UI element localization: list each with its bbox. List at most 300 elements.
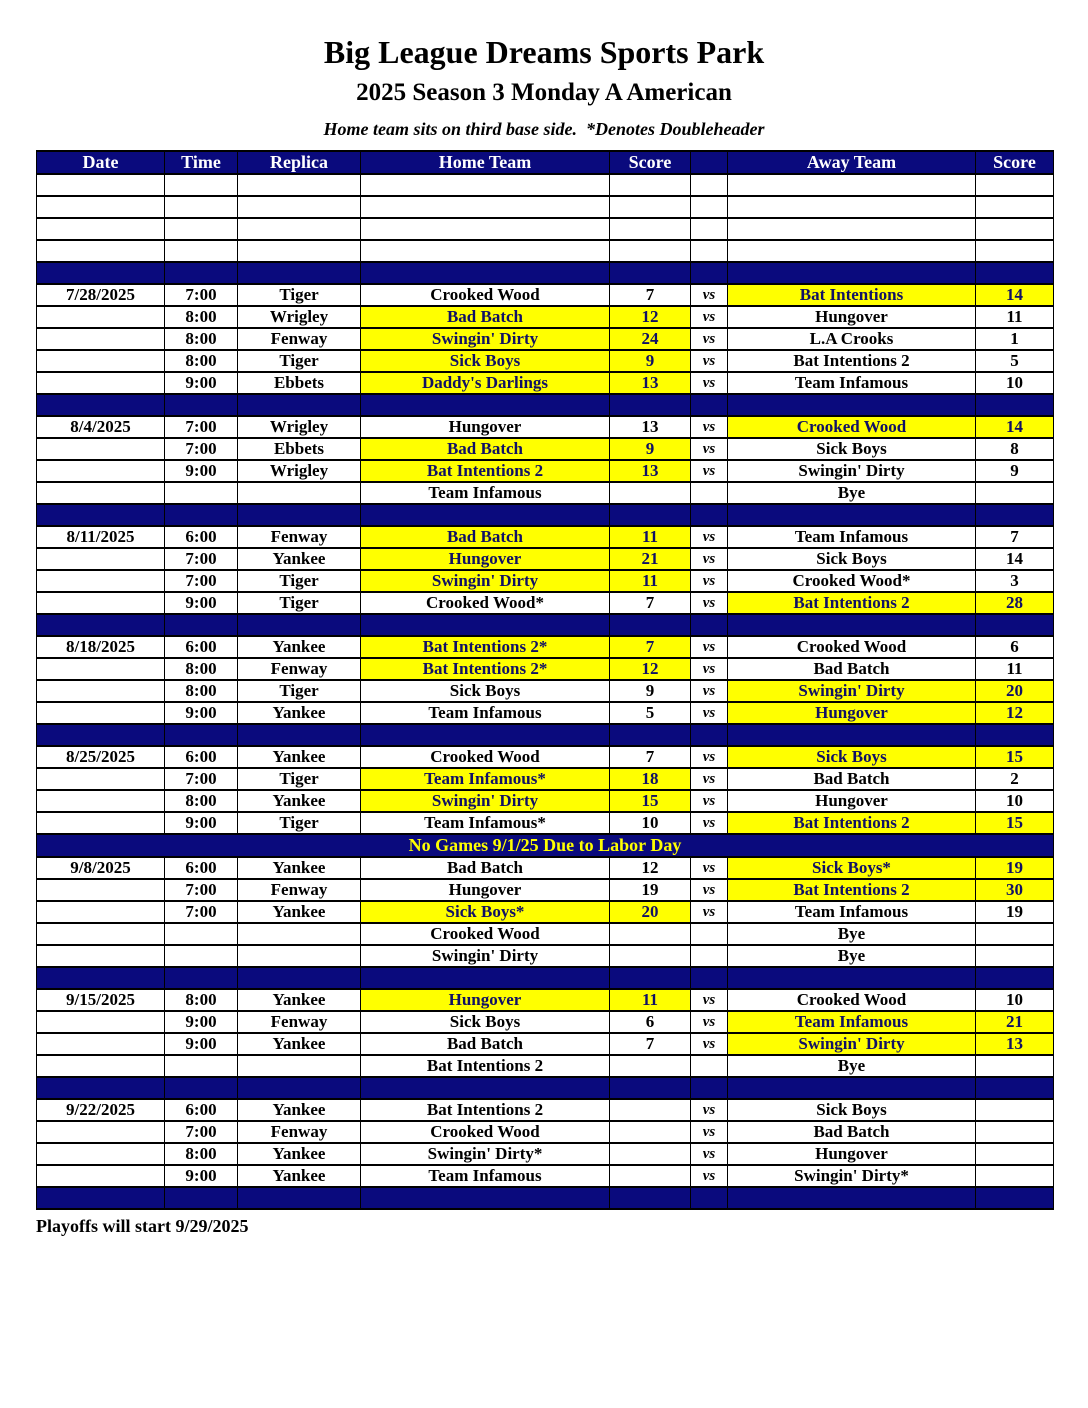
header-away-team: Away Team xyxy=(728,151,976,174)
cell-away-team: Sick Boys xyxy=(728,548,976,570)
cell-date xyxy=(37,879,165,901)
cell-blank xyxy=(165,614,238,636)
cell-date: 8/18/2025 xyxy=(37,636,165,658)
cell-blank xyxy=(728,1077,976,1099)
cell-home-team: Swingin' Dirty xyxy=(361,790,610,812)
cell-time: 9:00 xyxy=(165,372,238,394)
cell-blank xyxy=(976,218,1054,240)
table-row-game xyxy=(37,548,1054,570)
cell-home-team: Bat Intentions 2 xyxy=(361,460,610,482)
cell-away-team: Bad Batch xyxy=(728,658,976,680)
cell-blank xyxy=(165,196,238,218)
cell-time: 6:00 xyxy=(165,746,238,768)
cell-away-team: Bye xyxy=(728,945,976,967)
table-row-game xyxy=(37,1033,1054,1055)
cell-blank xyxy=(610,240,691,262)
cell-away-team: Team Infamous xyxy=(728,1011,976,1033)
cell-replica: Tiger xyxy=(238,812,361,834)
cell-vs: vs xyxy=(691,1033,728,1055)
cell-vs: vs xyxy=(691,768,728,790)
cell-away-team: Bat Intentions xyxy=(728,284,976,306)
cell-blank xyxy=(728,614,976,636)
cell-blank xyxy=(976,196,1054,218)
table-row-separator xyxy=(37,394,1054,416)
cell-replica: Yankee xyxy=(238,548,361,570)
cell-date xyxy=(37,372,165,394)
cell-away-score: 15 xyxy=(976,812,1054,834)
cell-date xyxy=(37,658,165,680)
header-vs xyxy=(691,151,728,174)
cell-blank xyxy=(361,1077,610,1099)
cell-blank xyxy=(165,504,238,526)
cell-vs: vs xyxy=(691,526,728,548)
cell-blank xyxy=(976,724,1054,746)
cell-date xyxy=(37,438,165,460)
table-row-game xyxy=(37,901,1054,923)
cell-away-score: 28 xyxy=(976,592,1054,614)
cell-blank xyxy=(238,504,361,526)
cell-date xyxy=(37,812,165,834)
cell-blank xyxy=(610,1077,691,1099)
cell-blank xyxy=(728,724,976,746)
header-date: Date xyxy=(37,151,165,174)
cell-replica: Yankee xyxy=(238,636,361,658)
cell-date xyxy=(37,680,165,702)
notice-cell: No Games 9/1/25 Due to Labor Day xyxy=(37,834,1054,857)
cell-away-team: Hungover xyxy=(728,702,976,724)
cell-away-team: Hungover xyxy=(728,306,976,328)
table-row-game xyxy=(37,636,1054,658)
cell-blank xyxy=(37,967,165,989)
table-row-bye xyxy=(37,945,1054,967)
cell-replica: Yankee xyxy=(238,857,361,879)
cell-home-score: 7 xyxy=(610,746,691,768)
cell-away-score: 21 xyxy=(976,1011,1054,1033)
cell-home-team: Sick Boys xyxy=(361,1011,610,1033)
cell-blank xyxy=(361,262,610,284)
cell-vs: vs xyxy=(691,306,728,328)
cell-blank xyxy=(238,174,361,196)
cell-time: 7:00 xyxy=(165,416,238,438)
cell-time: 8:00 xyxy=(165,1143,238,1165)
cell-replica: Tiger xyxy=(238,284,361,306)
cell-replica xyxy=(238,923,361,945)
cell-home-score: 7 xyxy=(610,1033,691,1055)
cell-away-score: 15 xyxy=(976,746,1054,768)
cell-blank xyxy=(976,174,1054,196)
cell-home-score: 12 xyxy=(610,857,691,879)
cell-blank xyxy=(691,1187,728,1209)
cell-date: 9/15/2025 xyxy=(37,989,165,1011)
table-row-game xyxy=(37,1165,1054,1187)
cell-blank xyxy=(37,614,165,636)
cell-home-score xyxy=(610,945,691,967)
cell-time: 7:00 xyxy=(165,548,238,570)
cell-time: 6:00 xyxy=(165,857,238,879)
cell-time: 8:00 xyxy=(165,790,238,812)
cell-blank xyxy=(728,196,976,218)
table-row-game xyxy=(37,658,1054,680)
cell-vs: vs xyxy=(691,1165,728,1187)
cell-replica: Wrigley xyxy=(238,306,361,328)
cell-blank xyxy=(691,504,728,526)
cell-home-score: 21 xyxy=(610,548,691,570)
table-row-game xyxy=(37,680,1054,702)
cell-vs: vs xyxy=(691,570,728,592)
cell-home-team: Hungover xyxy=(361,989,610,1011)
table-row-game xyxy=(37,438,1054,460)
cell-vs: vs xyxy=(691,548,728,570)
cell-blank xyxy=(976,1187,1054,1209)
cell-date xyxy=(37,790,165,812)
table-row-game xyxy=(37,989,1054,1011)
cell-blank xyxy=(691,967,728,989)
cell-away-team: Hungover xyxy=(728,790,976,812)
cell-vs: vs xyxy=(691,901,728,923)
cell-date: 7/28/2025 xyxy=(37,284,165,306)
cell-blank xyxy=(37,196,165,218)
cell-replica: Wrigley xyxy=(238,416,361,438)
cell-away-team: Crooked Wood* xyxy=(728,570,976,592)
playoffs-footer: Playoffs will start 9/29/2025 xyxy=(36,1216,249,1236)
cell-time: 9:00 xyxy=(165,812,238,834)
cell-home-score: 5 xyxy=(610,702,691,724)
cell-blank xyxy=(37,1187,165,1209)
cell-home-score: 13 xyxy=(610,416,691,438)
cell-away-score: 19 xyxy=(976,901,1054,923)
cell-away-score: 6 xyxy=(976,636,1054,658)
cell-home-score: 12 xyxy=(610,658,691,680)
cell-replica: Yankee xyxy=(238,746,361,768)
cell-blank xyxy=(238,218,361,240)
table-row-separator xyxy=(37,724,1054,746)
table-row-bye xyxy=(37,923,1054,945)
cell-home-score: 12 xyxy=(610,306,691,328)
cell-date xyxy=(37,548,165,570)
cell-blank xyxy=(361,504,610,526)
cell-vs: vs xyxy=(691,658,728,680)
cell-home-score: 18 xyxy=(610,768,691,790)
cell-time: 6:00 xyxy=(165,1099,238,1121)
cell-replica: Yankee xyxy=(238,1165,361,1187)
cell-replica: Fenway xyxy=(238,879,361,901)
cell-away-team: Crooked Wood xyxy=(728,989,976,1011)
cell-home-team: Bad Batch xyxy=(361,438,610,460)
table-row-bye xyxy=(37,482,1054,504)
cell-away-team: L.A Crooks xyxy=(728,328,976,350)
cell-blank xyxy=(728,240,976,262)
cell-blank xyxy=(610,262,691,284)
cell-blank xyxy=(610,1187,691,1209)
cell-blank xyxy=(361,174,610,196)
cell-blank xyxy=(361,218,610,240)
cell-blank xyxy=(37,174,165,196)
cell-home-score: 24 xyxy=(610,328,691,350)
cell-blank xyxy=(691,262,728,284)
cell-away-team: Bat Intentions 2 xyxy=(728,350,976,372)
cell-away-score xyxy=(976,482,1054,504)
cell-away-team: Bye xyxy=(728,1055,976,1077)
cell-time: 7:00 xyxy=(165,570,238,592)
cell-date: 9/22/2025 xyxy=(37,1099,165,1121)
cell-home-team: Crooked Wood xyxy=(361,746,610,768)
cell-blank xyxy=(238,262,361,284)
cell-blank xyxy=(610,504,691,526)
table-row-separator xyxy=(37,262,1054,284)
table-row-game xyxy=(37,768,1054,790)
cell-away-score: 14 xyxy=(976,284,1054,306)
cell-replica: Tiger xyxy=(238,680,361,702)
cell-replica: Fenway xyxy=(238,328,361,350)
cell-time: 7:00 xyxy=(165,284,238,306)
cell-blank xyxy=(37,394,165,416)
cell-away-team: Bad Batch xyxy=(728,1121,976,1143)
cell-replica: Tiger xyxy=(238,570,361,592)
cell-away-score: 13 xyxy=(976,1033,1054,1055)
table-row-game xyxy=(37,284,1054,306)
cell-home-team: Team Infamous xyxy=(361,482,610,504)
cell-home-score xyxy=(610,482,691,504)
cell-away-score: 20 xyxy=(976,680,1054,702)
table-row-game xyxy=(37,372,1054,394)
table-row-game xyxy=(37,1099,1054,1121)
cell-blank xyxy=(165,394,238,416)
cell-away-score: 30 xyxy=(976,879,1054,901)
cell-date xyxy=(37,1011,165,1033)
cell-home-team: Swingin' Dirty xyxy=(361,570,610,592)
cell-vs: vs xyxy=(691,1121,728,1143)
cell-blank xyxy=(238,724,361,746)
cell-blank xyxy=(361,394,610,416)
cell-away-team: Team Infamous xyxy=(728,372,976,394)
cell-time: 7:00 xyxy=(165,879,238,901)
cell-blank xyxy=(976,614,1054,636)
cell-date xyxy=(37,768,165,790)
cell-home-team: Hungover xyxy=(361,416,610,438)
table-row-separator xyxy=(37,614,1054,636)
cell-blank xyxy=(165,1077,238,1099)
cell-home-score: 19 xyxy=(610,879,691,901)
cell-home-team: Bat Intentions 2 xyxy=(361,1055,610,1077)
cell-blank xyxy=(238,394,361,416)
cell-away-team: Crooked Wood xyxy=(728,416,976,438)
cell-blank xyxy=(976,240,1054,262)
cell-blank xyxy=(691,240,728,262)
cell-away-score: 7 xyxy=(976,526,1054,548)
cell-away-score xyxy=(976,1143,1054,1165)
cell-blank xyxy=(361,1187,610,1209)
cell-home-team: Crooked Wood* xyxy=(361,592,610,614)
cell-date xyxy=(37,328,165,350)
cell-blank xyxy=(976,394,1054,416)
table-row-game xyxy=(37,306,1054,328)
cell-home-team: Crooked Wood xyxy=(361,284,610,306)
cell-away-score: 14 xyxy=(976,416,1054,438)
cell-home-team: Bat Intentions 2* xyxy=(361,636,610,658)
cell-home-team: Crooked Wood xyxy=(361,923,610,945)
cell-home-team: Bad Batch xyxy=(361,526,610,548)
table-row-empty xyxy=(37,218,1054,240)
cell-replica xyxy=(238,945,361,967)
cell-home-score: 7 xyxy=(610,636,691,658)
cell-vs: vs xyxy=(691,636,728,658)
cell-blank xyxy=(37,262,165,284)
cell-home-score: 13 xyxy=(610,460,691,482)
table-row-game xyxy=(37,1143,1054,1165)
cell-home-team: Team Infamous xyxy=(361,1165,610,1187)
cell-away-score: 14 xyxy=(976,548,1054,570)
cell-home-score: 7 xyxy=(610,592,691,614)
cell-blank xyxy=(610,967,691,989)
cell-date xyxy=(37,460,165,482)
cell-blank xyxy=(238,196,361,218)
cell-home-score xyxy=(610,1121,691,1143)
cell-date xyxy=(37,592,165,614)
cell-time: 8:00 xyxy=(165,306,238,328)
cell-blank xyxy=(361,967,610,989)
cell-blank xyxy=(976,262,1054,284)
cell-replica: Fenway xyxy=(238,1011,361,1033)
schedule-body xyxy=(37,174,1054,1209)
cell-home-team: Swingin' Dirty* xyxy=(361,1143,610,1165)
table-row-separator xyxy=(37,504,1054,526)
cell-date xyxy=(37,945,165,967)
cell-date xyxy=(37,350,165,372)
cell-away-score: 9 xyxy=(976,460,1054,482)
cell-vs xyxy=(691,482,728,504)
cell-time: 9:00 xyxy=(165,592,238,614)
cell-time xyxy=(165,1055,238,1077)
cell-blank xyxy=(238,614,361,636)
cell-date: 8/11/2025 xyxy=(37,526,165,548)
cell-away-team: Team Infamous xyxy=(728,526,976,548)
cell-date: 9/8/2025 xyxy=(37,857,165,879)
cell-blank xyxy=(361,196,610,218)
cell-away-team: Sick Boys xyxy=(728,438,976,460)
cell-date xyxy=(37,1143,165,1165)
cell-away-score: 5 xyxy=(976,350,1054,372)
table-row-notice xyxy=(37,834,1054,857)
cell-away-score: 3 xyxy=(976,570,1054,592)
cell-home-team: Bad Batch xyxy=(361,1033,610,1055)
cell-away-score: 12 xyxy=(976,702,1054,724)
table-header-row xyxy=(37,151,1054,174)
cell-away-team: Bye xyxy=(728,923,976,945)
cell-vs: vs xyxy=(691,1099,728,1121)
cell-blank xyxy=(165,218,238,240)
cell-away-team: Sick Boys* xyxy=(728,857,976,879)
cell-blank xyxy=(691,196,728,218)
cell-home-score: 9 xyxy=(610,680,691,702)
cell-away-score: 10 xyxy=(976,989,1054,1011)
cell-vs: vs xyxy=(691,879,728,901)
cell-blank xyxy=(165,174,238,196)
cell-date: 8/25/2025 xyxy=(37,746,165,768)
cell-replica: Fenway xyxy=(238,658,361,680)
cell-home-team: Bat Intentions 2* xyxy=(361,658,610,680)
cell-blank xyxy=(610,614,691,636)
cell-time: 7:00 xyxy=(165,901,238,923)
table-row-separator xyxy=(37,1077,1054,1099)
cell-replica: Fenway xyxy=(238,526,361,548)
cell-vs: vs xyxy=(691,790,728,812)
cell-blank xyxy=(238,240,361,262)
cell-blank xyxy=(976,1077,1054,1099)
cell-blank xyxy=(238,1187,361,1209)
cell-vs: vs xyxy=(691,284,728,306)
cell-blank xyxy=(610,174,691,196)
cell-time: 6:00 xyxy=(165,526,238,548)
cell-home-score xyxy=(610,1165,691,1187)
cell-away-score: 11 xyxy=(976,658,1054,680)
cell-time: 9:00 xyxy=(165,1033,238,1055)
cell-home-team: Swingin' Dirty xyxy=(361,945,610,967)
cell-home-score xyxy=(610,1143,691,1165)
cell-time: 8:00 xyxy=(165,350,238,372)
cell-blank xyxy=(976,504,1054,526)
cell-blank xyxy=(728,1187,976,1209)
cell-away-score: 8 xyxy=(976,438,1054,460)
cell-vs: vs xyxy=(691,1143,728,1165)
cell-away-score: 10 xyxy=(976,372,1054,394)
cell-blank xyxy=(37,240,165,262)
cell-away-score xyxy=(976,945,1054,967)
cell-vs: vs xyxy=(691,416,728,438)
cell-time: 9:00 xyxy=(165,1011,238,1033)
cell-vs: vs xyxy=(691,460,728,482)
cell-vs xyxy=(691,923,728,945)
cell-away-team: Bat Intentions 2 xyxy=(728,879,976,901)
cell-away-team: Hungover xyxy=(728,1143,976,1165)
cell-home-team: Swingin' Dirty xyxy=(361,328,610,350)
table-row-game xyxy=(37,879,1054,901)
table-row-game xyxy=(37,790,1054,812)
cell-replica: Yankee xyxy=(238,901,361,923)
cell-home-score: 15 xyxy=(610,790,691,812)
cell-home-team: Team Infamous xyxy=(361,702,610,724)
cell-blank xyxy=(37,724,165,746)
cell-date xyxy=(37,901,165,923)
cell-time: 8:00 xyxy=(165,328,238,350)
cell-home-team: Crooked Wood xyxy=(361,1121,610,1143)
cell-blank xyxy=(165,967,238,989)
cell-blank xyxy=(165,724,238,746)
cell-replica: Tiger xyxy=(238,592,361,614)
cell-date xyxy=(37,570,165,592)
cell-blank xyxy=(728,394,976,416)
cell-replica: Ebbets xyxy=(238,438,361,460)
cell-home-team: Team Infamous* xyxy=(361,768,610,790)
cell-vs xyxy=(691,1055,728,1077)
cell-replica: Yankee xyxy=(238,1099,361,1121)
cell-home-team: Team Infamous* xyxy=(361,812,610,834)
cell-date xyxy=(37,923,165,945)
cell-time: 7:00 xyxy=(165,1121,238,1143)
cell-blank xyxy=(691,724,728,746)
cell-blank xyxy=(37,504,165,526)
cell-away-score xyxy=(976,1055,1054,1077)
cell-home-team: Bad Batch xyxy=(361,857,610,879)
cell-replica: Fenway xyxy=(238,1121,361,1143)
table-row-game xyxy=(37,460,1054,482)
table-row-game xyxy=(37,570,1054,592)
table-row-empty xyxy=(37,174,1054,196)
table-row-bye xyxy=(37,1055,1054,1077)
cell-date xyxy=(37,702,165,724)
cell-vs: vs xyxy=(691,438,728,460)
cell-home-score: 6 xyxy=(610,1011,691,1033)
table-row-separator xyxy=(37,967,1054,989)
